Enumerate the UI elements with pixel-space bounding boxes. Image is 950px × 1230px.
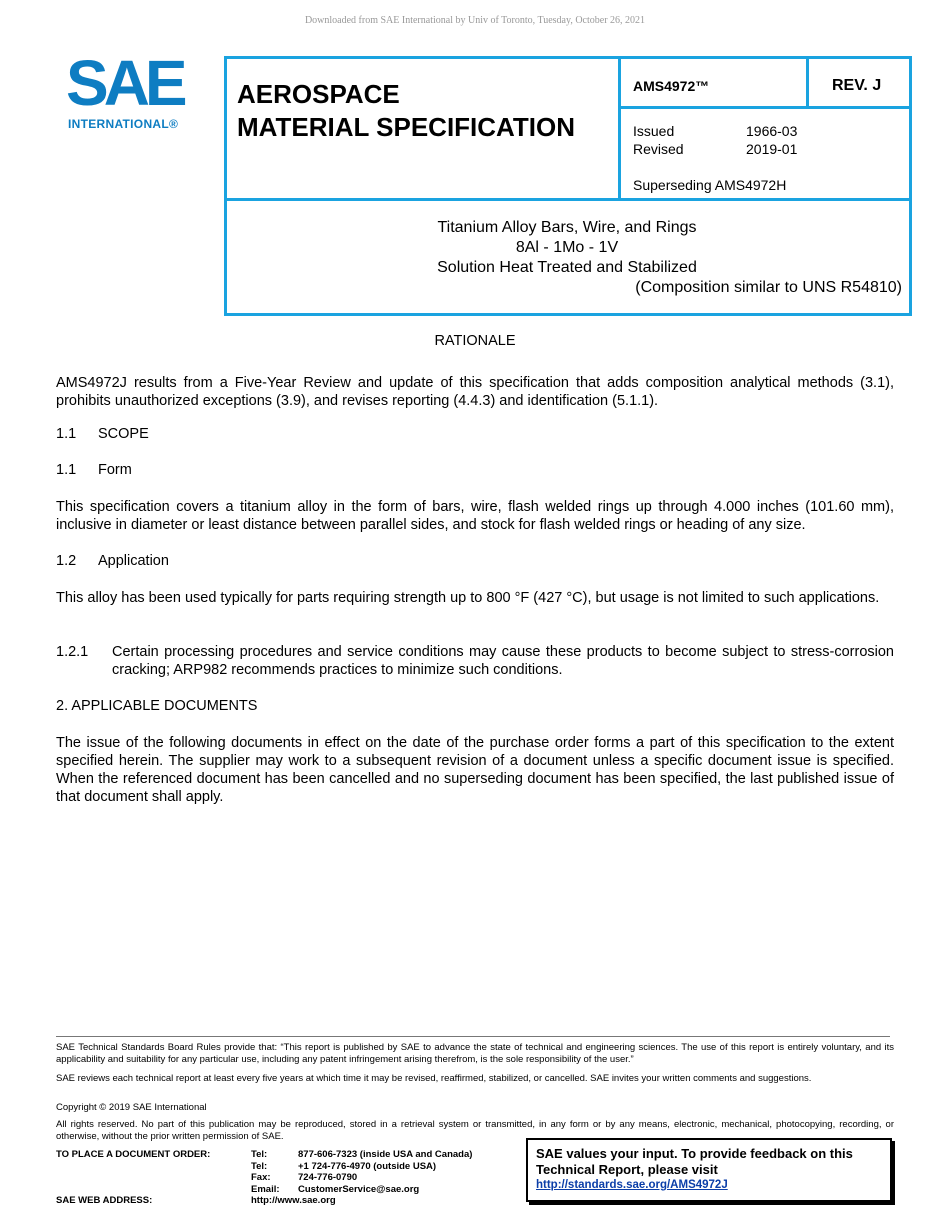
- issued-label: Issued: [633, 123, 675, 139]
- header-divider: [224, 198, 912, 201]
- feedback-text: [536, 1146, 853, 1178]
- feedback-line: Technical Report, please visit: [536, 1162, 718, 1177]
- section-number: 1.2: [56, 553, 77, 569]
- email-address: CustomerService@sae.org: [298, 1183, 420, 1195]
- order-contacts: [251, 1149, 472, 1207]
- email-label: Email:: [251, 1183, 280, 1195]
- document-id: AMS4972™: [633, 78, 710, 94]
- revision-label: REV. J: [832, 77, 882, 94]
- tel-label: Tel:: [251, 1149, 268, 1160]
- section-number: 1.1: [56, 426, 77, 442]
- tel-1: 877-606-7323 (inside USA and Canada): [298, 1149, 473, 1160]
- rationale-text: AMS4972J results from a Five-Year Review and update of this specification that adds composition analytical methods (3.1), prohibits unauthorized exceptions (3.9), and revises reporting (4.4.3) and identification (5.1.1).: [56, 375, 894, 409]
- section-title: Application: [98, 553, 169, 569]
- rights-note: All rights reserved. No part of this publication may be reproduced, stored in a retrieval system or transmitted, in any form or by any means, electronic, mechanical, photocopying, recording, or otherwise, without the prior written permission of SAE.: [56, 1119, 894, 1142]
- header-divider: [806, 56, 809, 108]
- fax-label: Fax:: [251, 1172, 271, 1183]
- review-note: SAE reviews each technical report at least every five years at which time it may be revised, reaffirmed, stabilized, or cancelled. SAE invites your written comments and suggestions.: [56, 1073, 812, 1084]
- issue-dates: [633, 122, 797, 158]
- footer-rule: [56, 1036, 890, 1037]
- fax-number: 724-776-0790: [298, 1172, 358, 1183]
- logo-subtitle: INTERNATIONAL®: [68, 117, 179, 131]
- section-number: 1.2.1: [56, 644, 89, 660]
- subsection-text: Certain processing procedures and service conditions may cause these products to become subject to stress-corrosion cracking; ARP982 recommends practices to minimize such conditions.: [112, 644, 894, 678]
- application-text: This alloy has been used typically for parts requiring strength up to 800 °F (427 °C), but usage is not limited to such applications.: [56, 590, 880, 606]
- section-heading: 2. APPLICABLE DOCUMENTS: [56, 698, 258, 714]
- header-divider: [618, 56, 621, 200]
- logo-letters: SAE: [66, 47, 183, 119]
- feedback-line: SAE values your input. To provide feedback on this: [536, 1146, 853, 1161]
- doc-title-line: 8Al - 1Mo - 1V: [515, 239, 619, 256]
- rationale-heading: RATIONALE: [434, 333, 516, 349]
- board-rules: SAE Technical Standards Board Rules provide that: “This report is published by SAE to advance the state of technical and engineering sciences. The use of this report is entirely voluntary, and its applicability and suitability for any particular use, including any patent infringement arising therefrom, is the sole responsibility of the user.”: [56, 1042, 894, 1065]
- issued-value: 1966-03: [746, 123, 798, 139]
- superseding-note: Superseding AMS4972H: [633, 177, 787, 193]
- sae-logo: [66, 47, 188, 132]
- form-text: This specification covers a titanium alloy in the form of bars, wire, flash welded rings up through 4.000 inches (101.60 mm), inclusive in diameter or least distance between parallel sides, and stock for flash welded rings or heading of any size.: [56, 499, 894, 533]
- section-number: 1.1: [56, 462, 77, 478]
- doc-title-line: Solution Heat Treated and Stabilized: [437, 259, 697, 276]
- web-label: SAE WEB ADDRESS:: [56, 1195, 153, 1206]
- feedback-box: [526, 1138, 892, 1202]
- web-address[interactable]: http://www.sae.org: [251, 1195, 336, 1206]
- title-line-2: MATERIAL SPECIFICATION: [237, 112, 575, 142]
- applicable-documents-text: The issue of the following documents in effect on the date of the purchase order forms a part of this specification to the extent specified herein. The supplier may work to a subsequent revision of a document unless a specific document issue is specified. When the referenced document has been cancelled and no superseding document has been specified, the last published issue of that document shall apply.: [56, 735, 894, 805]
- download-note: Downloaded from SAE International by Univ of Toronto, Tuesday, October 26, 2021: [304, 15, 646, 26]
- revised-label: Revised: [633, 141, 684, 157]
- revised-value: 2019-01: [746, 141, 798, 157]
- section-title: SCOPE: [98, 426, 149, 442]
- copyright: Copyright © 2019 SAE International: [56, 1102, 207, 1113]
- tel-label: Tel:: [251, 1160, 268, 1172]
- doc-title-line: (Composition similar to UNS R54810): [635, 279, 902, 296]
- tel-2: +1 724-776-4970 (outside USA): [298, 1160, 437, 1172]
- feedback-link[interactable]: http://standards.sae.org/AMS4972J: [536, 1179, 728, 1191]
- order-label: TO PLACE A DOCUMENT ORDER:: [56, 1149, 211, 1160]
- header-divider: [618, 106, 912, 109]
- spec-type-title: [237, 78, 575, 144]
- section-title: Form: [98, 462, 132, 478]
- document-title: [232, 218, 902, 298]
- doc-title-line: Titanium Alloy Bars, Wire, and Rings: [437, 219, 697, 236]
- title-line-1: AEROSPACE: [237, 79, 400, 109]
